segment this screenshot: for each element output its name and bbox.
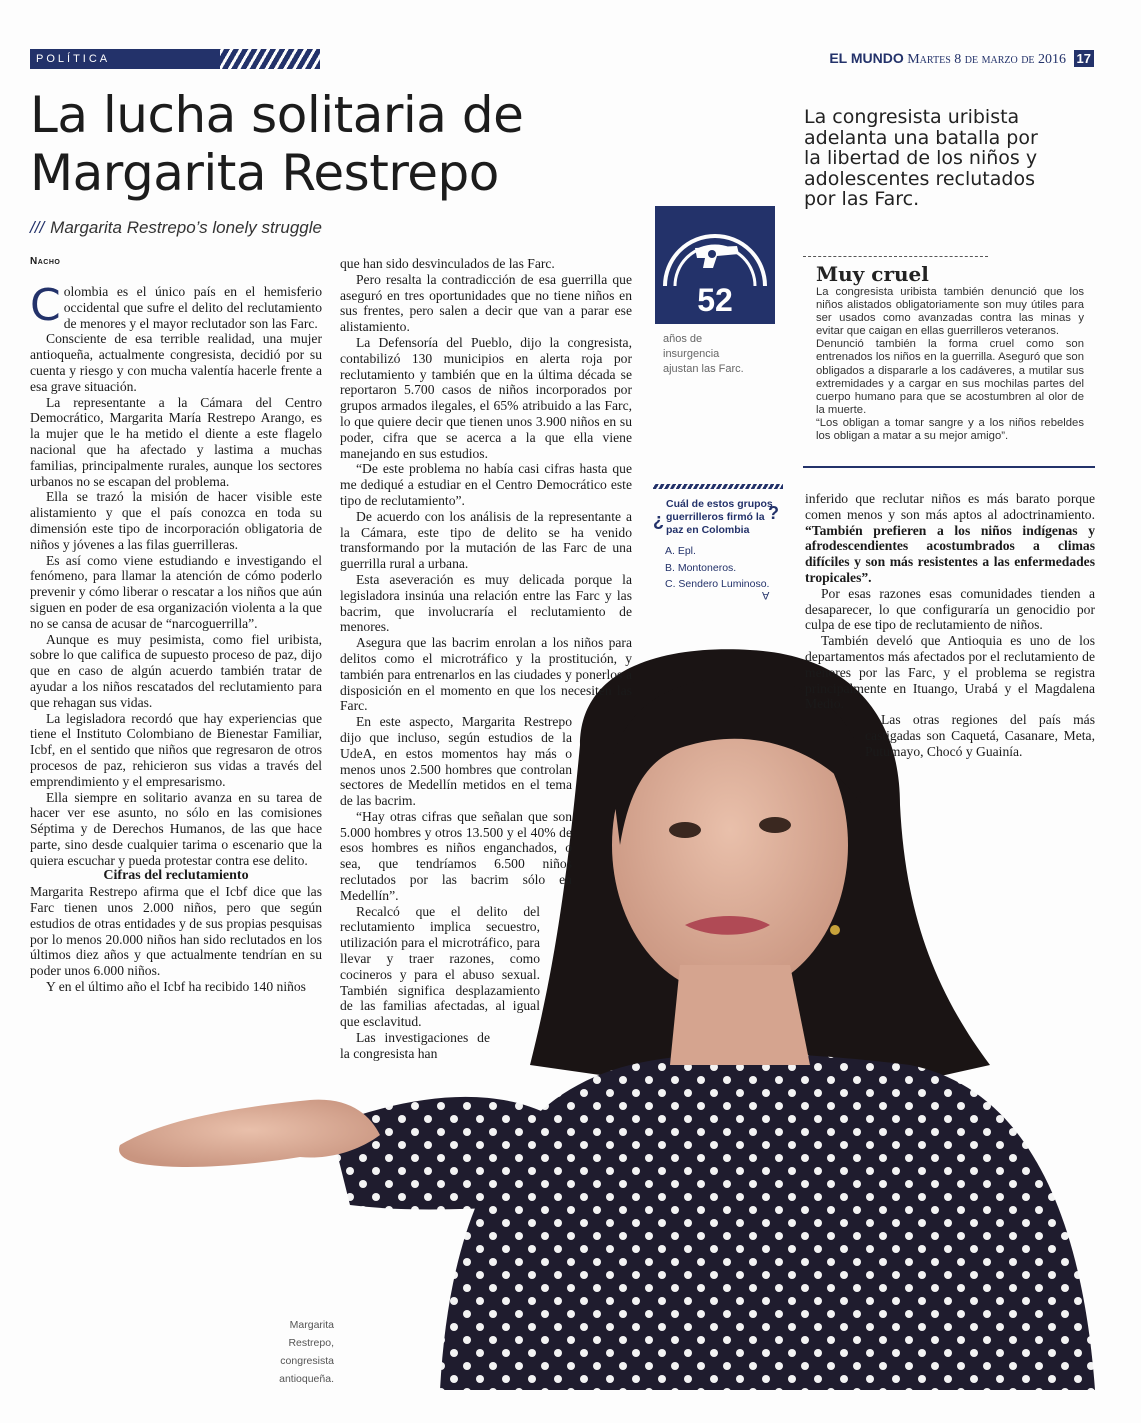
caption-line: congresista	[280, 1355, 334, 1367]
bold-quote: “También prefieren a los niños indígenas y afrodescendientes acostumbrados a climas difíciles y son más resistentes a las enfermedades tropicales”.	[805, 522, 1095, 585]
section-stripes	[220, 49, 320, 69]
body-paragraph: La Defensoría del Pueblo, dijo la congresista, contabilizó 130 municipios en alerta roja por reclutamiento y también que en la última década se reportaron 5.700 casos de niños incorporados por grupos armados ilegales, el 65% atribuido a las Farc, lo que quiere decir que tienen unos 3.900 niños en su poder, cifra que se acerca a la que ella viene manejando en sus estudios.	[340, 334, 632, 461]
deck-line: la libertad de los niños y	[804, 147, 1038, 169]
quiz-options	[665, 543, 769, 593]
masthead	[812, 50, 1094, 70]
body-paragraph: Por esas razones esas comunidades tienden a desaparecer, lo que configuraría un genocidio por culpa de ese tipo de reclutamiento de niños.	[805, 585, 1095, 633]
sidebar-paragraph: Denunció también la forma cruel como son entrenados los niños en la guerrilla. Aseguró que son obligados a dispararle a los cadáveres, a mutilar sus extremidades y a cargar en sus mochilas partes del cuerpo humano para que se acostumbren al olor de la muerte.	[816, 338, 1084, 416]
quiz-option: C. Sendero Luminoso.	[665, 578, 770, 590]
quiz-stripe	[653, 484, 783, 489]
deck-line: adolescentes reclutados	[804, 167, 1035, 190]
body-paragraph: De acuerdo con los análisis de la representante a la Cámara, este tipo de delito se ha venido transformando por la mutación de las Farc de una guerrilla rural a urbana.	[340, 508, 632, 572]
deck-line: por las Farc.	[804, 188, 920, 210]
body-paragraph: Recalcó que el delito del reclutamiento implica secuestro, utilización para el microtráfico, para llevar y traer razones, como cocineros y para el abuso sexual. También significa desplazamiento de las familias afectadas, al igual que esclavitud.	[340, 903, 540, 1030]
stat-caption-line: ajustan las Farc.	[663, 363, 744, 375]
body-paragraph: “Hay otras cifras que señalan que son 5.000 hombres y otros 13.500 y el 40% de esos hombres es niños enganchados, o sea, que tendríamos 6.500 niños reclutados por las bacrim sólo en Medellín”.	[340, 808, 572, 903]
issue-date: Martes 8 de marzo de 2016	[907, 52, 1067, 67]
body-paragraph: La legisladora recordó que hay experiencias que tiene el Instituto Colombiano de Bienestar Familiar, Icbf, en el sentido que niños que regresaron de otros procesos de paz, rehicieron sus vidas a través del emprendimiento y el empresarismo.	[30, 710, 322, 789]
page-number: 17	[1074, 50, 1094, 67]
photo-caption	[262, 1316, 334, 1388]
section-name: POLÍTICA	[36, 53, 111, 65]
quiz-question: Cuál de estos grupos guerrilleros firmó la paz en Colombia	[666, 498, 773, 536]
quiz-option: B. Montoneros.	[665, 561, 737, 574]
body-paragraph: Consciente de esa terrible realidad, una mujer antioqueña, actualmente congresista, decidió por su cuenta y riesgo y con mucha valentía hacerle frente a esa grave situación.	[30, 331, 322, 394]
headline-line: La lucha solitaria de	[30, 86, 524, 144]
body-paragraph: La representante a la Cámara del Centro Democrático, Margarita María Restrepo Arango, es la mujer que le ha metido el diente a este flagelo nacional que ha afectado y lastima a muchas familias, principalmente rurales, aunque los sectores urbanos no se escapan del problema.	[30, 394, 322, 489]
deck-line: adelanta una batalla por	[804, 126, 1038, 149]
byline: Nacho	[30, 256, 61, 267]
quiz-close-mark: ?	[768, 503, 779, 523]
body-paragraph	[805, 491, 1095, 586]
body-paragraph: Y en el último año el Icbf ha recibido 140 niños	[46, 979, 306, 995]
body-paragraph: que han sido desvinculados de las Farc.	[340, 256, 555, 271]
sidebar-paragraph: La congresista uribista también denunció que los niños alistados obligatoriamente son muy útiles para ser usados como avanzadas contra las minas y evitar que caigan en ellas guerrilleros veteranos.	[816, 286, 1084, 338]
english-subhead	[30, 218, 322, 238]
body-paragraph: Las investigaciones de la congresista han	[340, 1030, 490, 1061]
article-deck	[804, 107, 1084, 210]
caption-line: Restrepo,	[288, 1337, 334, 1349]
article-column-3	[805, 491, 1095, 760]
body-paragraph: “De este problema no había casi cifras hasta que me dediqué a estudiar en el Centro Democrático este tipo de reclutamiento”.	[340, 461, 632, 508]
sidebar-rule	[803, 466, 1095, 468]
newspaper-name: EL MUNDO	[829, 50, 904, 66]
body-paragraph: Asegura que las bacrim enrolan a los niños para delitos como el microtráfico y la prostitución, y también para entrenarlos en las ciudades y ponerlos a disposición en el momento en que los necesiten las Farc.	[340, 635, 632, 714]
subhead-slashes: ///	[30, 218, 45, 237]
body-paragraph: Margarita Restrepo afirma que el Icbf dice que las Farc tienen unos 2.000 niños, pero que según estudios de otras entidades y de sus propias pesquisas por lo menos 20.000 niños han sido reclutados en los últimos diez años y que actualmente tendrían en su poder unos 6.000 niños.	[30, 884, 322, 979]
stat-caption-line: insurgencia	[663, 348, 720, 360]
stat-number: 52	[697, 282, 733, 318]
lead-text: olombia es el único país en el hemisferio occidental que sufre el delito del reclutamiento de menores y el mayor reclutador son las Farc.	[63, 284, 322, 331]
body-paragraph: En este aspecto, Margarita Restrepo dijo que incluso, según estudios de la UdeA, en estos momentos hay más o menos unos 2.500 hombres que controlan sectores de Medellín metidos en el tema de las bacrim.	[340, 714, 572, 809]
body-paragraph: Aunque es muy pesimista, como fiel uribista, sobre lo que califica de supuesto proceso de paz, dijo que en caso de algún acuerdo también tratar de ayudar a los niños rescatados del reclutamiento para que rehagan sus vidas.	[30, 631, 322, 710]
lead-paragraph	[30, 280, 322, 331]
body-paragraph: Esta aseveración es muy delicada porque la legisladora insinúa una relación entre las Farc y las bacrim, que involucraría el reclutamiento de menores.	[340, 571, 632, 635]
article-headline	[30, 86, 670, 202]
headline-line: Margarita Restrepo	[30, 144, 499, 202]
section-label	[30, 49, 320, 69]
body-paragraph: Ella se trazó la misión de hacer visible este alistamiento y que el país conozca en toda su dimensión este tipo de incorporación obligatoria de niños y jóvenes a las filas guerrilleras.	[30, 489, 322, 552]
body-paragraph: Las otras regiones del país más castigadas son Caquetá, Casanare, Meta, Putumayo, Chocó y Guainía.	[865, 712, 1095, 759]
body-paragraph: Es así como viene estudiando e investigando el fenómeno, para llamar la atención de cómo poderlo prevenir y cómo liberar o rescatar a los niños que aún siguen en poder de esa organización violenta a la que no se cansa de acusar de “narcoguerrilla”.	[30, 552, 322, 631]
body-paragraph: También develó que Antioquia es uno de los departamentos más afectados por el reclutamiento de menores por las Farc, y el problema se registra principalmente en Ituango, Urabá y el Magdalena Medio.	[805, 633, 1095, 712]
stat-caption-line: años de	[663, 333, 703, 345]
quiz-open-mark: ¿	[653, 510, 664, 530]
sidebar-body	[816, 286, 1084, 443]
article-column-2	[340, 256, 632, 1062]
stat-caption	[663, 332, 773, 377]
deck-line: La congresista uribista	[804, 106, 1020, 128]
section-subhead: Cifras del reclutamiento	[103, 868, 249, 884]
drop-cap: C	[30, 280, 61, 331]
article-column-1	[30, 280, 322, 995]
quiz-answer: A	[762, 589, 770, 601]
lead-text: inferido que reclutar niños es más barato porque comen menos y son más aptos al adoctrinamiento.	[805, 491, 1095, 522]
quiz-option: A. Epl.	[665, 545, 696, 557]
subhead-text: Margarita Restrepo’s lonely struggle	[50, 218, 322, 237]
caption-line: antioqueña.	[279, 1373, 334, 1385]
sidebar-title: Muy cruel	[816, 262, 929, 286]
body-paragraph: Pero resalta la contradicción de esa guerrilla que aseguró en tres oportunidades que no tiene niños en sus frentes, pero salen a decir que van a parar ese alistamiento.	[340, 271, 632, 335]
caption-line: Margarita	[289, 1319, 334, 1331]
sidebar-paragraph: “Los obligan a tomar sangre y a los niños rebeldes los obligan a matar a su mejor amigo”.	[816, 416, 1084, 443]
body-paragraph: Ella siempre en solitario avanza en su tarea de hacer ver ese asunto, no sólo en las comisiones Séptima y de Derechos Humanos, de las que hace parte, sino desde cualquier tarima o escenario que la quiera escuchar y pueda protestar contra ese delito.	[30, 789, 322, 868]
